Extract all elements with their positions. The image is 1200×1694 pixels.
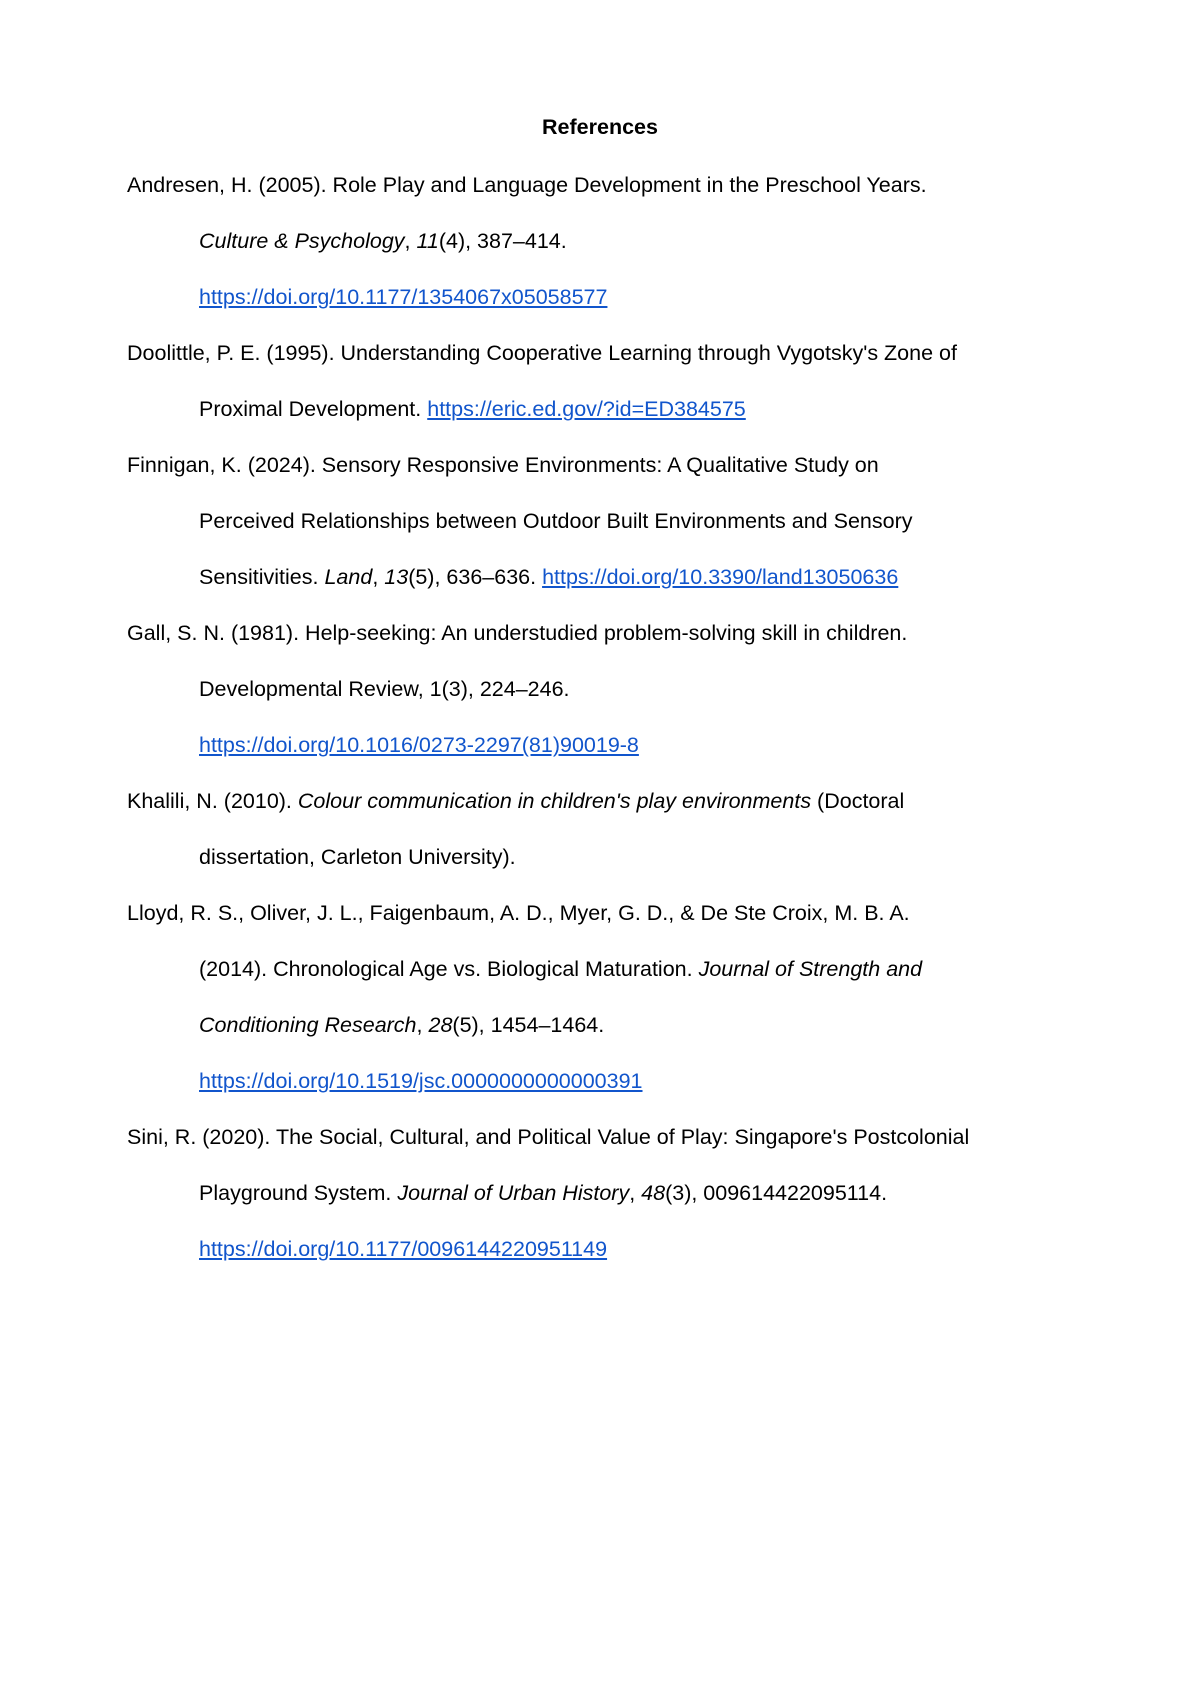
- reference-text: dissertation, Carleton University).: [199, 845, 516, 869]
- reference-entry: [127, 325, 1087, 437]
- volume-number: 11: [416, 229, 439, 253]
- reference-entry: [127, 437, 1087, 605]
- page-title: References: [542, 115, 658, 139]
- reference-text: ,: [372, 565, 385, 589]
- journal-title: Culture & Psychology: [199, 229, 405, 253]
- reference-text: Finnigan, K. (2024). Sensory Responsive Environments: A Qualitative Study on: [127, 453, 879, 477]
- reference-text: Sensitivities.: [199, 565, 325, 589]
- reference-text: (2014). Chronological Age vs. Biological Maturation.: [199, 957, 699, 981]
- reference-text: (3), 009614422095114.: [665, 1181, 888, 1205]
- reference-text: ,: [629, 1181, 642, 1205]
- journal-title: Journal of Strength and: [698, 957, 923, 981]
- doi-link[interactable]: https://doi.org/10.1177/0096144220951149: [199, 1237, 608, 1261]
- reference-entry: [127, 157, 1087, 325]
- reference-text: Sini, R. (2020). The Social, Cultural, and Political Value of Play: Singapore's Postcolonial: [127, 1125, 970, 1149]
- reference-text: (4), 387–414.: [438, 229, 567, 253]
- reference-list: [127, 157, 1087, 1277]
- reference-text: Perceived Relationships between Outdoor Built Environments and Sensory: [199, 509, 913, 533]
- reference-text: Andresen, H. (2005). Role Play and Language Development in the Preschool Years.: [127, 173, 927, 197]
- reference-text: Doolittle, P. E. (1995). Understanding Cooperative Learning through Vygotsky's Zone of: [127, 341, 957, 365]
- reference-entry: [127, 773, 1087, 885]
- journal-title: Land: [324, 565, 373, 589]
- doi-link[interactable]: https://doi.org/10.1177/1354067x05058577: [199, 285, 608, 309]
- volume-number: 28: [428, 1013, 453, 1037]
- doi-link[interactable]: https://eric.ed.gov/?id=ED384575: [427, 397, 746, 421]
- reference-text: Developmental Review, 1(3), 224–246.: [199, 677, 570, 701]
- reference-text: (5), 1454–1464.: [452, 1013, 605, 1037]
- reference-text: Gall, S. N. (1981). Help-seeking: An understudied problem-solving skill in children.: [127, 621, 908, 645]
- journal-title: Conditioning Research: [199, 1013, 417, 1037]
- reference-text: Proximal Development.: [199, 397, 428, 421]
- doi-link[interactable]: https://doi.org/10.3390/land13050636: [542, 565, 899, 589]
- reference-text: (5), 636–636.: [408, 565, 543, 589]
- volume-number: 48: [641, 1181, 666, 1205]
- reference-text: Lloyd, R. S., Oliver, J. L., Faigenbaum, A. D., Myer, G. D., & De Ste Croix, M. B. A.: [127, 901, 910, 925]
- reference-entry: [127, 605, 1087, 773]
- reference-text: ,: [416, 1013, 429, 1037]
- reference-entry: [127, 1109, 1087, 1277]
- reference-entry: [127, 885, 1087, 1109]
- work-title: Colour communication in children's play environments: [297, 789, 812, 813]
- reference-text: Khalili, N. (2010).: [127, 789, 298, 813]
- reference-text: Playground System.: [199, 1181, 398, 1205]
- volume-number: 13: [384, 565, 409, 589]
- doi-link[interactable]: https://doi.org/10.1519/jsc.0000000000000391: [199, 1069, 643, 1093]
- doi-link[interactable]: https://doi.org/10.1016/0273-2297(81)90019-8: [199, 733, 639, 757]
- reference-text: ,: [404, 229, 417, 253]
- reference-text: (Doctoral: [811, 789, 905, 813]
- journal-title: Journal of Urban History: [397, 1181, 630, 1205]
